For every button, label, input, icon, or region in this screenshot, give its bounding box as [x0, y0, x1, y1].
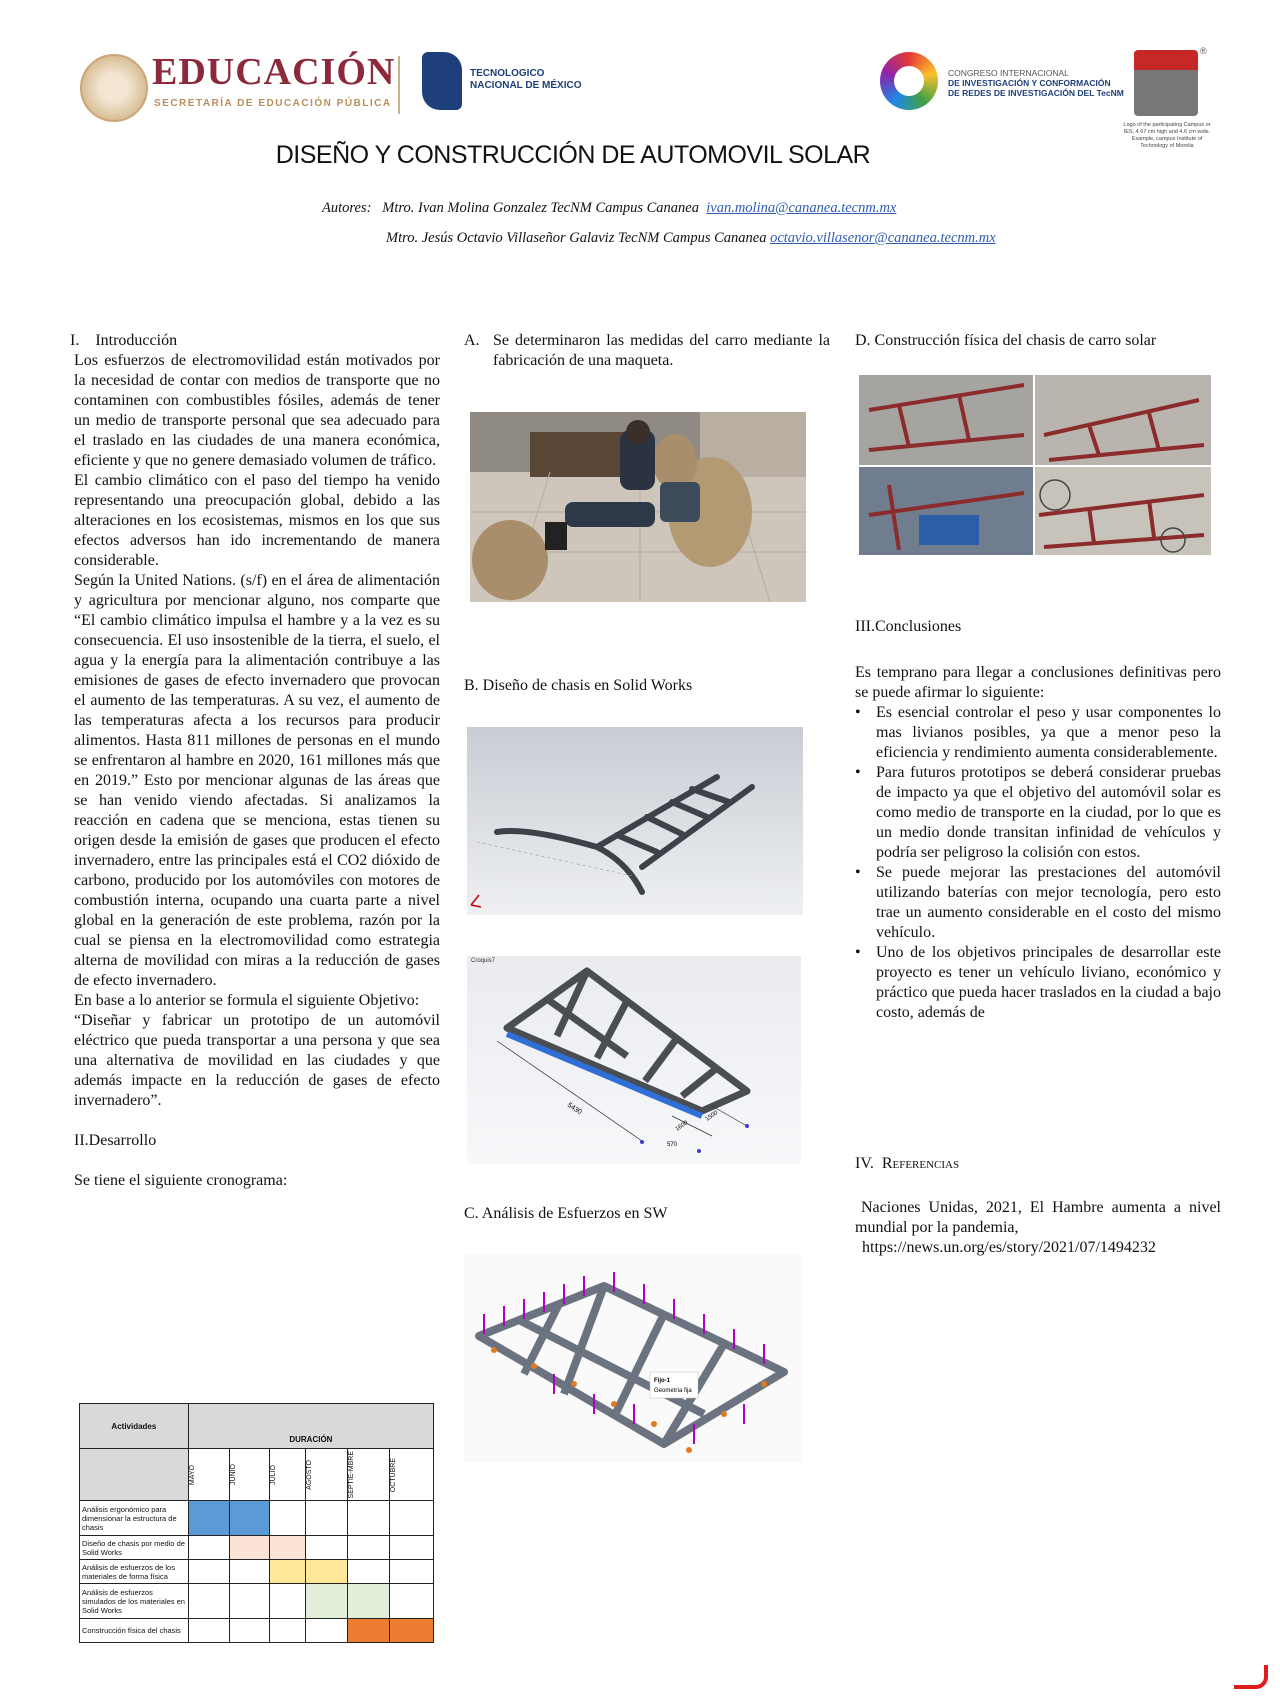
schedule-cell [270, 1584, 306, 1619]
dimension-label: 1500 [704, 1110, 720, 1123]
conclusion-item: • Para futuros prototipos se deberá considerar pruebas de impacto ya que el objetivo del automóvil solar es como medio de transporte en la ciudad, por lo que es un medio donde transitan infinidad de vehículos y podría ser peligroso la colisión con estos. [855, 763, 1221, 863]
schedule-cell [229, 1560, 270, 1584]
tecnm-name [470, 68, 582, 92]
schedule-activity: Análisis de esfuerzos de los materiales de forma física [80, 1560, 189, 1584]
mockup-photo-image [470, 412, 806, 602]
month-label: OCTUBRE [390, 1457, 398, 1492]
schedule-cell [229, 1619, 270, 1643]
mexico-seal-icon [80, 54, 148, 122]
dimension-label: 5430 [565, 1101, 583, 1117]
intro-paragraph-4: En base a lo anterior se formula el siguiente Objetivo: [74, 992, 420, 1009]
intro-paragraph-2: El cambio climático con el paso del tiempo ha venido representando una preocupación global, debido a las alteraciones en los ecosistemas, mismos en los que sus efectos adversos han ido incrementando de manera considerable. [74, 472, 440, 569]
schedule-cell-filled [306, 1560, 348, 1584]
conclusions-intro: Es temprano para llegar a conclusiones definitivas pero se puede afirmar lo siguiente: [855, 664, 1221, 701]
schedule-months-row [80, 1449, 434, 1501]
schedule-cell [390, 1536, 434, 1560]
intro-paragraph-3: Según la United Nations. (s/f) en el área de alimentación y agricultura por mencionar alguno, nos comparte que “El cambio climático impulsa el hambre y a la vez es su consecuencia. El uso insostenible de la tierra, el suelo, el agua y la energía para la alimentación contribuye a las emisiones de gases de efecto invernadero que provocan el aumento de las temperaturas. A su vez, el aumento de las temperaturas afecta a los recursos para producir alimentos. Hasta 811 millones de personas en el mundo se enfrentaron al hambre en 2020, 161 millones más que en 2019.” Esto por mencionar algunas de las áreas que se han venido viendo afectadas. Si analizamos la reacción en cadena que se menciona, estas tienen su origen desde la emisión de gases que producen el efecto invernadero, entre las principales está el CO2 dióxido de carbono, producido por los automóviles con motores de combustión interna, ocupando una cuarta parte a nivel global en la generación de este problema, razón por la cual se piensa en la electromovilidad como estrategia alterna de movilidad con miras a la reducción de gases de efecto invernadero. [74, 572, 440, 989]
schedule-row [80, 1560, 434, 1584]
references-heading [855, 1154, 959, 1174]
schedule-cell [188, 1560, 229, 1584]
schedule-cell [306, 1619, 348, 1643]
objective-paragraph: “Diseñar y fabricar un prototipo de un automóvil eléctrico que pueda transportar a una persona y que sea una alternativa de movilidad en las ciudades y que además impacte en la reducción de gases de efecto invernadero”. [74, 1012, 440, 1109]
schedule-cell [229, 1584, 270, 1619]
schedule-cell [188, 1536, 229, 1560]
section-a [464, 331, 830, 371]
schedule-cell [390, 1501, 434, 1536]
month-label: MAYO [188, 1464, 196, 1485]
month-label: JUNIO [229, 1464, 237, 1486]
schedule-row [80, 1584, 434, 1619]
schedule-activity: Análisis ergonómico para dimensionar la estructura de chasis [80, 1501, 189, 1536]
schedule-cell [390, 1560, 434, 1584]
registered-mark: ® [1200, 46, 1207, 56]
month-label: AGOSTO [306, 1459, 314, 1490]
intro-number: I. [70, 332, 80, 349]
congress-logo-center [894, 66, 924, 96]
congress-line1: CONGRESO INTERNACIONAL [948, 68, 1069, 78]
authors-label: Autores: [322, 200, 372, 216]
month-label: SEPTIE-MBRE [348, 1451, 356, 1499]
construction-photos-image [859, 375, 1211, 555]
schedule-row [80, 1536, 434, 1560]
croquis-label: Croquis7 [471, 958, 496, 964]
author2-name: Mtro. Jesús Octavio Villaseñor Galaviz TecNM Campus Cananea [386, 230, 767, 246]
chassis-render-2 [467, 956, 801, 1164]
references-number: IV. [855, 1155, 874, 1172]
schedule-cell [390, 1584, 434, 1619]
section-b-heading: B. Diseño de chasis en Solid Works [464, 677, 693, 694]
chassis-render-1 [467, 727, 803, 915]
fixture-sublabel: Geometría fija [654, 1388, 692, 1394]
column-development [464, 331, 830, 371]
schedule-cell-filled [229, 1501, 270, 1536]
reference-url[interactable]: https://news.un.org/es/story/2021/07/1494232 [862, 1239, 1156, 1256]
chassis-render-1-image [467, 727, 803, 915]
references-body [855, 1198, 1221, 1258]
section-a-label: A. [464, 332, 480, 349]
schedule-activity: Análisis de esfuerzos simulados de los materiales en Solid Works [80, 1584, 189, 1619]
schedule-cell [348, 1501, 390, 1536]
section-c-heading: C. Análisis de Esfuerzos en SW [464, 1205, 668, 1222]
schedule-cell-filled [348, 1584, 390, 1619]
schedule-cell-filled [348, 1619, 390, 1643]
conclusions-list [855, 703, 1221, 1023]
author1-name: Mtro. Ivan Molina Gonzalez TecNM Campus Cananea [382, 200, 699, 216]
schedule-cell-filled [229, 1536, 270, 1560]
mockup-photo [470, 412, 806, 602]
schedule-cell [348, 1536, 390, 1560]
conclusion-item: • Se puede mejorar las prestaciones del automóvil utilizando baterías con mejor tecnología, pero esto trae un aumento considerable en el costo del mismo vehículo. [855, 863, 1221, 943]
schedule-cell [270, 1619, 306, 1643]
tecnm-name-line2: NACIONAL DE MÉXICO [470, 80, 582, 91]
congress-line2: DE INVESTIGACIÓN Y CONFORMACIÓN [948, 78, 1111, 88]
month-label: JULIO [270, 1464, 278, 1485]
header-divider [398, 56, 400, 114]
logo-row [70, 40, 1250, 149]
corner-mark-icon [1234, 1665, 1268, 1689]
conclusion-item: • Uno de los objetivos principales de desarrollar este proyecto es tener un vehículo liviano, económico y práctico que pueda hacer traslados en la ciudad a bajo costo, además de [855, 943, 1221, 1023]
schedule-activity: Diseño de chasis por medio de Solid Works [80, 1536, 189, 1560]
authors-line1 [322, 200, 896, 217]
schedule-intro: Se tiene el siguiente cronograma: [74, 1172, 288, 1189]
edu-title: EDUCACIÓN [152, 51, 396, 93]
schedule-cell [188, 1619, 229, 1643]
fixture-label: Fijo-1 [654, 1378, 670, 1384]
author1-email-link[interactable]: ivan.molina@cananea.tecnm.mx [706, 200, 897, 216]
congress-name [948, 68, 1124, 98]
schedule-header-duration: DURACIÓN [188, 1404, 433, 1449]
section-a-text: Se determinaron las medidas del carro mediante la fabricación de una maqueta. [493, 332, 830, 369]
development-heading: II.Desarrollo [74, 1132, 157, 1149]
authors-line2 [386, 230, 996, 247]
itm-logo-icon [1134, 50, 1198, 116]
schedule-cell [270, 1501, 306, 1536]
references-heading-text: Referencias [881, 1155, 960, 1172]
schedule-activity: Construcción física del chasis [80, 1619, 189, 1643]
intro-paragraph-1: Los esfuerzos de electromovilidad están motivados por la necesidad de contar con medios de transporte que no contaminen con combustibles fósiles, además de tener un medio de transporte personal que sea adecuado para el traslado en las ciudades de una manera económica, eficiente y que no genere demasiado volumen de tráfico. [74, 352, 440, 469]
author2-email-link[interactable]: octavio.villasenor@cananea.tecnm.mx [770, 230, 996, 246]
chassis-render-2-image [467, 956, 801, 1164]
dimension-label: 1600 [674, 1120, 690, 1133]
congress-line3: DE REDES DE INVESTIGACIÓN DEL TecNM [948, 88, 1124, 98]
conclusions-heading: III.Conclusiones [855, 618, 962, 635]
intro-heading-text: Introducción [95, 332, 178, 349]
schedule-cell-filled [306, 1584, 348, 1619]
column-introduction [70, 331, 440, 1191]
conclusions-body [855, 663, 1221, 1023]
schedule-row [80, 1619, 434, 1643]
poster-title: DISEÑO Y CONSTRUCCIÓN DE AUTOMOVIL SOLAR [275, 141, 871, 169]
intro-heading [70, 331, 440, 351]
tecnm-name-line1: TECNOLOGICO [470, 68, 545, 79]
schedule-cell [306, 1536, 348, 1560]
schedule-row [80, 1501, 434, 1536]
schedule-cell-filled [188, 1501, 229, 1536]
schedule-cell [188, 1584, 229, 1619]
schedule-cell-filled [390, 1619, 434, 1643]
tecnm-logo-icon [422, 52, 462, 110]
conclusion-item: • Es esencial controlar el peso y usar componentes lo mas livianos posibles, ya que a menor peso la eficiencia y rendimiento aumenta considerablemente. [855, 703, 1221, 763]
stress-analysis-render [464, 1254, 802, 1462]
itm-caption: Logo of the participating Campus or IES, 4.67 cm high and 4.6 cm wide. Example, campus Institute of Technology of Morelia [1123, 122, 1211, 149]
schedule-table [79, 1403, 434, 1643]
reference-text: Naciones Unidas, 2021, El Hambre aumenta a nivel mundial por la pandemia, [855, 1199, 1221, 1236]
schedule-corner [80, 1449, 189, 1501]
dimension-label: 570 [667, 1142, 678, 1148]
section-d-heading: D. Construcción física del chasis de carro solar [855, 332, 1157, 349]
schedule-cell-filled [270, 1560, 306, 1584]
edu-subtitle: SECRETARÍA DE EDUCACIÓN PÚBLICA [154, 98, 392, 109]
schedule-cell [348, 1560, 390, 1584]
construction-photos [859, 375, 1211, 555]
schedule-cell-filled [270, 1536, 306, 1560]
stress-analysis-image [464, 1254, 802, 1462]
schedule-cell [306, 1501, 348, 1536]
schedule-header-activities: Actividades [80, 1404, 189, 1449]
